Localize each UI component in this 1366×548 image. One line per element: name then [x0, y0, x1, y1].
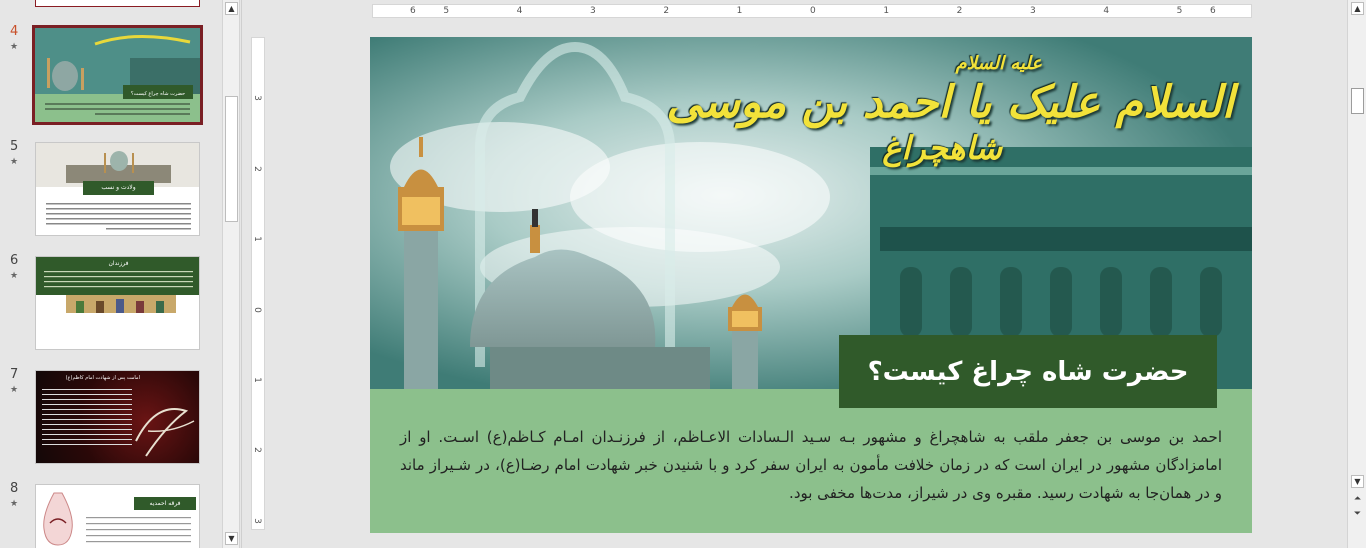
slide-6-art: [36, 257, 200, 313]
slide-4-preview: [35, 28, 200, 122]
ruler-tick-label: 5: [1176, 6, 1183, 16]
slide-7-caption: امامت پس از شهادت امام کاظم(ع): [65, 375, 140, 381]
slide-number-5: 5: [10, 139, 19, 154]
slide-thumbnail-3-partial[interactable]: [35, 0, 200, 7]
ruler-tick-label: 6: [1210, 6, 1216, 16]
vertical-ruler: [251, 37, 265, 530]
slide-thumbnail-7[interactable]: [35, 370, 200, 464]
ruler-tick-label: 2: [956, 6, 963, 16]
scroll-down-icon[interactable]: ▼: [225, 532, 238, 545]
slide-thumbnail-pane: [0, 0, 222, 548]
calligraphy-name: شاهچراغ: [882, 129, 1002, 167]
editor-scrollbar[interactable]: [1347, 0, 1366, 548]
animation-star-icon: ★: [10, 42, 19, 52]
next-slide-icon[interactable]: ⏷: [1353, 509, 1362, 519]
ruler-tick-label: 4: [516, 6, 523, 16]
scroll-up-icon[interactable]: ▲: [225, 2, 238, 15]
ruler-tick-label: 2: [251, 165, 262, 172]
slide-editor: [241, 0, 1347, 548]
animation-star-icon: ★: [10, 271, 19, 281]
ruler-tick-label: 3: [251, 95, 262, 102]
ruler-tick-label: 1: [251, 236, 262, 242]
slide-6-caption: فرزندان: [108, 260, 129, 267]
slide-body-text[interactable]: احمد بن موسی بن جعفر ملقب به شاهچراغ و مشهور بـه سـید الـسادات الاعـاظم، از فرزنـدان امـام کـاظم(ع) اسـت. او از امامزادگان مشهور در ایران است که در زمان خلافت مأمون به ایران سفر کرد و با شنیدن خبر شهادت امام رضـا(ع)، در شـیراز ماند و در همان‌جا به شهادت رسید. مقبره وی در شیراز، مدت‌ها مخفی بود.: [400, 428, 1222, 502]
animation-star-icon: ★: [10, 385, 19, 395]
slide-thumbnail-8[interactable]: [35, 484, 200, 548]
ruler-tick-label: 0: [810, 6, 816, 16]
animation-star-icon: ★: [10, 157, 19, 167]
animation-star-icon: ★: [10, 499, 19, 509]
slide-thumbnail-6[interactable]: [35, 256, 200, 350]
slide-5-caption: ولادت و نسب: [83, 181, 154, 195]
slide-number-8: 8: [10, 481, 19, 496]
ruler-tick-label: 1: [736, 6, 743, 16]
calligraphy-banner: [666, 49, 1242, 199]
slide-7-art: [36, 371, 200, 464]
slide-thumbnail-5[interactable]: [35, 142, 200, 236]
thumbnail-scrollbar[interactable]: [222, 0, 240, 548]
slide-title[interactable]: حضرت شاه چراغ کیست؟: [867, 356, 1189, 387]
ruler-tick-label: 1: [883, 6, 890, 16]
ruler-tick-label: 0: [251, 306, 262, 313]
scroll-down-icon[interactable]: ▼: [1351, 475, 1364, 488]
calligraphy-blessing: علیه السلام: [955, 53, 1042, 74]
slide-title-box[interactable]: [839, 335, 1217, 408]
ruler-tick-label: 4: [1103, 6, 1110, 16]
slide-number-7: 7: [10, 367, 19, 382]
editor-scroll-thumb[interactable]: [1351, 88, 1364, 114]
ruler-tick-label: 2: [663, 6, 670, 16]
ruler-tick-label: 3: [251, 517, 262, 524]
ruler-tick-label: 3: [590, 6, 596, 16]
ruler-tick-label: 6: [410, 6, 416, 16]
slide-8-caption: فرقه احمدیه: [134, 497, 196, 510]
scroll-up-icon[interactable]: ▲: [1351, 2, 1364, 15]
slide-number-6: 6: [10, 253, 19, 268]
ruler-tick-label: 3: [1030, 6, 1036, 16]
slide-5-text-lines: [36, 199, 200, 236]
previous-slide-icon[interactable]: ⏶: [1353, 494, 1362, 504]
ruler-tick-label: 1: [251, 377, 262, 383]
thumbnail-scroll-thumb[interactable]: [225, 96, 238, 222]
slide-number-4: 4: [10, 24, 19, 39]
ruler-tick-label: 5: [443, 6, 450, 16]
current-slide[interactable]: [370, 37, 1252, 533]
horizontal-ruler: [372, 4, 1252, 18]
ruler-tick-label: 2: [251, 447, 262, 454]
svg-text:حضرت شاه چراغ کیست؟: حضرت شاه چراغ کیست؟: [130, 91, 186, 97]
slide-8-art: [36, 485, 200, 548]
slide-thumbnail-4[interactable]: [32, 25, 203, 125]
calligraphy-greeting: السلام علیک یا احمد بن موسی: [666, 77, 1234, 128]
